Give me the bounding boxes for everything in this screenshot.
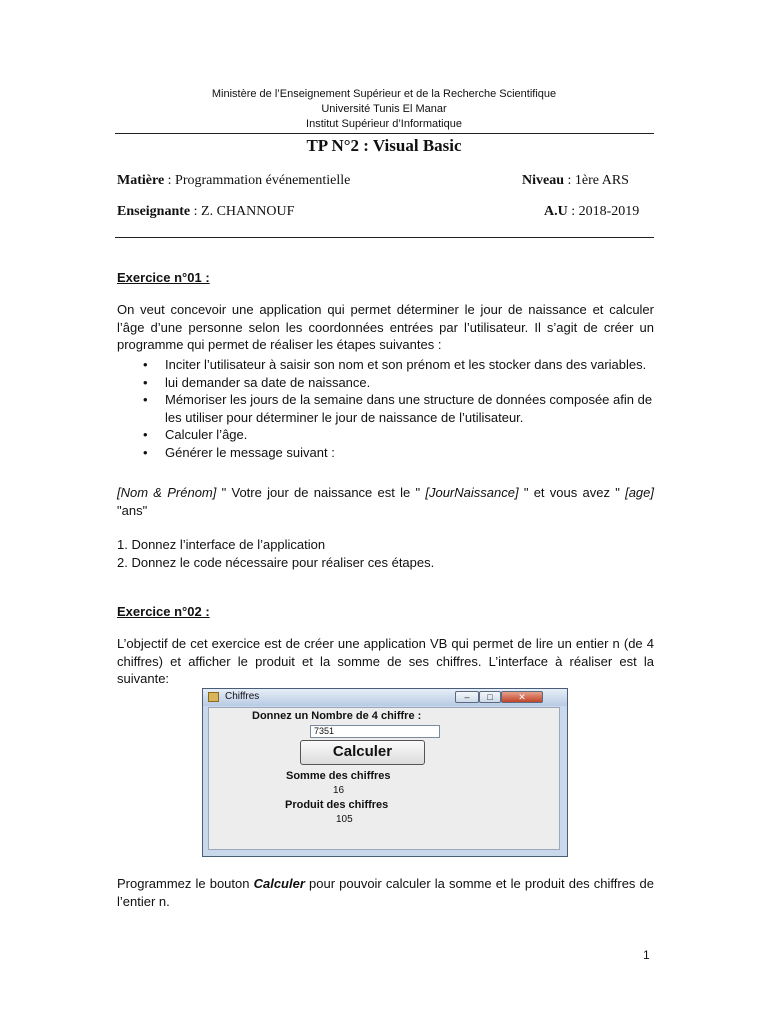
niveau-label: Niveau	[522, 173, 564, 188]
matiere-label: Matière	[117, 173, 165, 188]
step-text: Mémoriser les jours de la semaine dans une structure de données composée afin de les utiliser pour déterminer le jour de naissance de l’utilisateur.	[165, 392, 653, 425]
exercise1-steps	[117, 356, 654, 461]
exercise2-title: Exercice n°02 :	[117, 604, 210, 619]
institute-line: Institut Supérieur d’Informatique	[306, 118, 462, 130]
step-text: lui demander sa date de naissance.	[165, 374, 371, 390]
bullet-icon: •	[143, 357, 148, 372]
enseignante-value: : Z. CHANNOUF	[190, 204, 295, 219]
matiere-value: : Programmation événementielle	[164, 173, 351, 188]
sum-value: 16	[333, 785, 345, 796]
number-prompt-label: Donnez un Nombre de 4 chiffre :	[252, 710, 422, 722]
message-text-1: " Votre jour de naissance est le "	[216, 485, 426, 500]
au-field	[544, 204, 639, 220]
list-item	[117, 391, 654, 426]
product-value: 105	[336, 814, 353, 825]
niveau-value: : 1ère ARS	[564, 173, 629, 188]
university-line: Université Tunis El Manar	[321, 103, 447, 115]
message-text-3: "ans"	[117, 502, 148, 518]
bullet-icon: •	[143, 374, 148, 390]
enseignante-label: Enseignante	[117, 204, 191, 219]
message-day-placeholder: [JourNaissance]	[425, 485, 519, 500]
top-divider	[115, 133, 654, 134]
step-text: Inciter l’utilisateur à saisir son nom et son prénom et les stocker dans des variables.	[165, 357, 647, 372]
bullet-icon: •	[143, 444, 148, 460]
calculer-button[interactable]: Calculer	[300, 740, 425, 765]
vb-window-titlebar	[203, 689, 567, 706]
instruction-text-2: pour pouvoir calculer la somme et le produit des chiffres de l’entier n.	[117, 876, 654, 909]
message-template	[117, 484, 654, 519]
exercise2-instruction	[117, 875, 654, 910]
header-bottom-divider	[115, 237, 654, 238]
message-age-placeholder: [age]	[625, 485, 654, 500]
vb-form-client	[208, 707, 560, 850]
au-value: : 2018-2019	[567, 204, 640, 219]
exercise2-intro: L’objectif de cet exercice est de créer une application VB qui permet de lire un entier n (de 4 chiffres) et afficher le produit et la somme de ses chiffres. L’interface à réaliser est la suivante:	[117, 636, 654, 686]
niveau-field	[522, 173, 629, 189]
exercise1-title: Exercice n°01 :	[117, 270, 210, 285]
message-name-placeholder: [Nom & Prénom]	[117, 485, 217, 500]
minimize-icon[interactable]: –	[455, 691, 479, 703]
institution-header	[0, 87, 768, 132]
page-number: 1	[643, 948, 650, 962]
ministry-line: Ministère de l’Enseignement Supérieur et de la Recherche Scientifique	[211, 88, 557, 100]
matiere-field	[117, 173, 350, 189]
page-title: TP N°2 : Visual Basic	[306, 136, 462, 155]
list-item	[117, 374, 654, 392]
exercise1-intro: On veut concevoir une application qui permet déterminer le jour de naissance et calculer l’âge d’une personne selon les coordonnées entrées par l’utilisateur. Il s’agit de créer un programme qui permet de réaliser les étapes suivantes :	[117, 302, 654, 352]
enseignante-field	[117, 204, 294, 220]
step-text: Calculer l’âge.	[165, 427, 248, 442]
app-icon	[208, 692, 219, 702]
instruction-button-name: Calculer	[253, 876, 305, 891]
au-label: A.U	[544, 204, 568, 219]
close-icon[interactable]: ✕	[501, 691, 543, 703]
bullet-icon: •	[143, 392, 148, 407]
list-item	[117, 426, 654, 444]
list-item	[117, 356, 654, 374]
maximize-icon[interactable]: □	[479, 691, 501, 703]
instruction-text-1: Programmez le bouton	[117, 876, 254, 891]
number-input[interactable]: 7351	[310, 725, 440, 738]
question-1: 1. Donnez l’interface de l’application	[117, 537, 326, 552]
vb-window-title: Chiffres	[225, 691, 260, 702]
bullet-icon: •	[143, 427, 148, 442]
step-text: Générer le message suivant :	[165, 444, 335, 460]
message-text-2: " et vous avez "	[518, 485, 626, 500]
question-2: 2. Donnez le code nécessaire pour réaliser ces étapes.	[117, 555, 435, 570]
sum-label: Somme des chiffres	[286, 770, 391, 782]
product-label: Produit des chiffres	[285, 799, 389, 811]
vb-window	[202, 688, 568, 857]
list-item	[117, 444, 654, 462]
